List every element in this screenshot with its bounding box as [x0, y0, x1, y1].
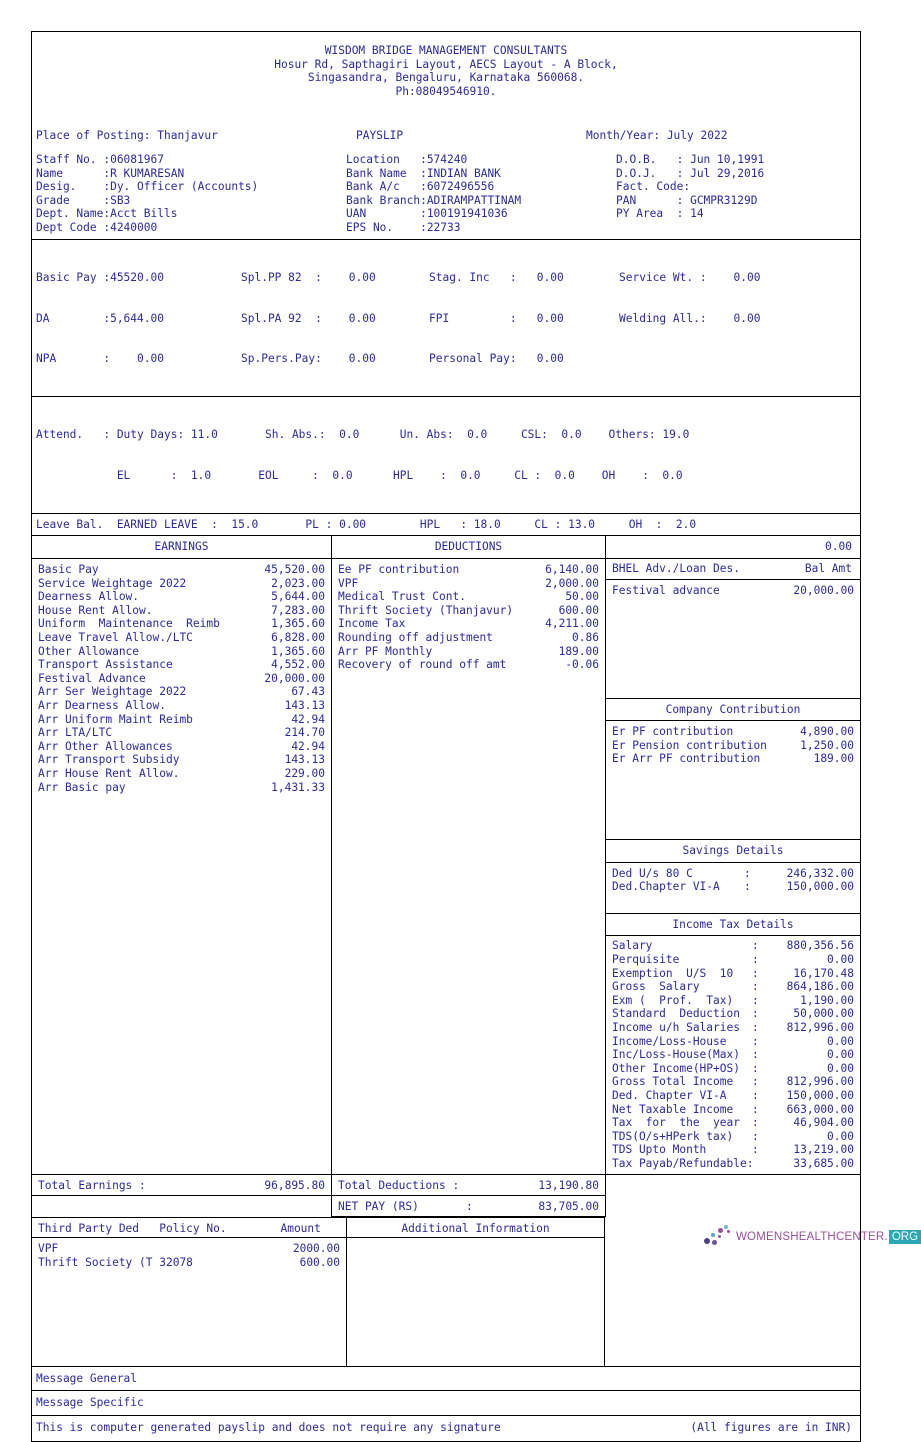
earnings-item [32, 631, 331, 645]
savings-item-label: Ded.Chapter VI-A [612, 880, 720, 894]
document-title: PAYSLIP [356, 129, 404, 143]
employee-info-column-2 [346, 153, 616, 235]
bank-account: Bank A/c :6072496556 [346, 180, 495, 194]
employee-info-column-3 [616, 153, 860, 235]
savings-details-list [606, 863, 860, 913]
deduction-item-label: Recovery of round off amt [338, 658, 507, 672]
dots-icon [702, 1224, 736, 1250]
deduction-item-amount: 6,140.00 [545, 563, 599, 576]
deduction-item [332, 590, 605, 604]
tax-item-label: Inc/Loss-House(Max) [612, 1048, 740, 1062]
advances-header-amount: Bal Amt [804, 562, 852, 575]
tax-item [612, 1157, 854, 1171]
basic-pay-line: Basic Pay :45520.00 [36, 270, 164, 284]
savings-item-label: Ded U/s 80 C [612, 866, 693, 880]
income-tax-details-section [606, 914, 860, 1175]
earnings-item-label: Arr Basic pay [38, 780, 126, 794]
third-party-item-label: VPF [38, 1242, 59, 1256]
advances-header [606, 559, 860, 580]
tax-item [612, 939, 854, 953]
third-party-item-amount: 600.00 [299, 1256, 340, 1270]
earnings-item [32, 577, 331, 591]
deduction-item-label: VPF [338, 576, 359, 590]
tax-item-value: 0.00 [827, 1061, 854, 1075]
company-contribution-item-amount: 4,890.00 [800, 725, 854, 739]
deduction-item [332, 658, 605, 672]
savings-item-value: 246,332.00 [786, 866, 854, 880]
company-name: WISDOM BRIDGE MANAGEMENT CONSULTANTS [324, 44, 568, 57]
tax-item [612, 1075, 854, 1089]
earnings-item-amount: 1,365.60 [271, 617, 325, 631]
deduction-item-label: Arr PF Monthly [338, 644, 433, 658]
company-contribution-section [606, 699, 860, 841]
deduction-item [332, 577, 605, 591]
savings-item-separator: : [744, 866, 751, 880]
tax-item-label: TDS(O/s+HPerk tax) [612, 1129, 734, 1143]
third-party-item-label: Thrift Society (T 32078 [38, 1256, 193, 1270]
earnings-item-label: Basic Pay [38, 563, 99, 576]
deduction-item-amount: 189.00 [558, 644, 599, 658]
earnings-item [32, 685, 331, 699]
total-earnings-cell [32, 1175, 331, 1196]
company-contribution-item [612, 752, 854, 766]
tax-item-label: TDS Upto Month [612, 1143, 707, 1157]
deduction-item [332, 563, 605, 577]
tax-item-value: 0.00 [827, 952, 854, 966]
earnings-item-amount: 229.00 [284, 766, 325, 780]
deductions-column [332, 536, 606, 1174]
savings-item [612, 880, 854, 894]
earnings-item-amount: 5,644.00 [271, 590, 325, 604]
tax-item-separator: : [752, 1129, 759, 1143]
advance-top-value: 0.00 [825, 540, 852, 554]
company-header [32, 32, 860, 149]
employee-info-band [32, 149, 860, 240]
attendance-line-2: EL : 1.0 EOL : 0.0 HPL : 0.0 CL : 0.0 OH : 0.0 [36, 469, 683, 483]
employee-name: Name :R KUMARESAN [36, 166, 185, 180]
earnings-item-label: Arr Uniform Maint Reimb [38, 712, 193, 726]
company-contribution-title: Company Contribution [606, 699, 860, 722]
net-pay-amount: 83,705.00 [538, 1200, 599, 1214]
tax-item-separator: : [752, 1034, 759, 1048]
pay-column-2 [241, 244, 429, 394]
pay-column-1 [36, 244, 241, 394]
advances-header-label: BHEL Adv./Loan Des. [612, 562, 740, 575]
tax-item-label: Standard Deduction [612, 1007, 740, 1021]
tax-item-label: Other Income(HP+OS) [612, 1061, 740, 1075]
earnings-item [32, 740, 331, 754]
spl-pa-92-line: Spl.PA 92 : 0.00 [241, 311, 376, 325]
tax-item [612, 994, 854, 1008]
earnings-item-label: Transport Assistance [38, 658, 173, 672]
earnings-item [32, 604, 331, 618]
earnings-item-amount: 1,365.60 [271, 644, 325, 658]
bank-name: Bank Name :INDIAN BANK [346, 166, 501, 180]
attendance-line-1: Attend. : Duty Days: 11.0 Sh. Abs.: 0.0 Un. Abs: 0.0 CSL: 0.0 Others: 19.0 [36, 428, 690, 442]
tax-item-separator: : [752, 1061, 759, 1075]
earnings-item [32, 699, 331, 713]
tax-item-label: Ded. Chapter VI-A [612, 1088, 727, 1102]
tax-item-value: 150,000.00 [786, 1088, 854, 1102]
total-deductions-cell-group [332, 1175, 606, 1217]
savings-item-value: 150,000.00 [786, 880, 854, 894]
tax-item [612, 953, 854, 967]
advance-top-value-section [606, 536, 860, 559]
earnings-item-amount: 42.94 [291, 712, 325, 726]
tax-item-value: 812,996.00 [786, 1020, 854, 1034]
tax-item [612, 1062, 854, 1076]
company-contribution-list [606, 721, 860, 839]
main-columns [32, 536, 860, 1175]
deduction-item-label: Rounding off adjustment [338, 630, 493, 644]
company-contribution-item-label: Er Pension contribution [612, 738, 767, 752]
deduction-item-label: Income Tax [338, 617, 406, 631]
deduction-item-amount: -0.06 [565, 658, 599, 672]
savings-item [612, 867, 854, 881]
leave-balance-band [32, 514, 860, 537]
earnings-item [32, 767, 331, 781]
eps-no: EPS No. :22733 [346, 220, 461, 234]
third-party-header: Third Party Ded Policy No. Amount [32, 1217, 346, 1238]
py-area: PY Area : 14 [616, 207, 704, 221]
tax-item-value: 812,996.00 [786, 1075, 854, 1089]
factory-code: Fact. Code: [616, 180, 691, 194]
deduction-item [332, 631, 605, 645]
deductions-title: DEDUCTIONS [332, 536, 605, 559]
income-tax-details-list [606, 936, 860, 1174]
earnings-item [32, 713, 331, 727]
advance-item-amount: 20,000.00 [793, 583, 854, 597]
earnings-item-amount: 20,000.00 [264, 671, 325, 685]
additional-information-header: Additional Information [347, 1217, 605, 1238]
savings-details-title: Savings Details [606, 840, 860, 863]
tax-item-value: 50,000.00 [793, 1007, 854, 1021]
totals-row [32, 1175, 860, 1217]
earnings-item-label: Other Allowance [38, 644, 140, 658]
tax-item-value: 33,685.00 [793, 1156, 854, 1170]
tax-item-value: 880,356.56 [786, 939, 854, 953]
tax-item [612, 1143, 854, 1157]
company-contribution-item [612, 739, 854, 753]
tax-item-value: 0.00 [827, 1129, 854, 1143]
month-year: Month/Year: July 2022 [586, 129, 728, 143]
net-pay-cell [332, 1196, 605, 1217]
tax-item [612, 1007, 854, 1021]
tax-item-label: Perquisite [612, 952, 680, 966]
additional-information-body [347, 1238, 605, 1366]
earnings-item-label: House Rent Allow. [38, 603, 153, 617]
uan: UAN :100191941036 [346, 207, 508, 221]
tax-item-separator: : [752, 1088, 759, 1102]
deduction-item [332, 604, 605, 618]
department-name: Dept. Name:Acct Bills [36, 207, 178, 221]
earnings-item-amount: 45,520.00 [264, 563, 325, 576]
employee-info-column-1 [36, 153, 346, 235]
tax-item-value: 0.00 [827, 1034, 854, 1048]
earnings-item-amount: 7,283.00 [271, 603, 325, 617]
earnings-item [32, 672, 331, 686]
earnings-item-amount: 6,828.00 [271, 630, 325, 644]
tax-item-value: 864,186.00 [786, 980, 854, 994]
earnings-item [32, 563, 331, 577]
tax-item-label: Salary [612, 939, 653, 953]
earnings-item-amount: 1,431.33 [271, 780, 325, 794]
message-general: Message General [32, 1366, 860, 1391]
service-weight-line: Service Wt. : 0.00 [619, 270, 761, 284]
deduction-item-label: Thrift Society (Thanjavur) [338, 603, 514, 617]
advance-item [612, 584, 854, 598]
earnings-item-label: Arr Transport Subsidy [38, 753, 180, 767]
company-address-line-2: Singasandra, Bengaluru, Karnataka 560068. [307, 71, 585, 85]
earnings-item-label: Festival Advance [38, 671, 146, 685]
tax-item [612, 1116, 854, 1130]
company-contribution-item-amount: 189.00 [813, 752, 854, 766]
spl-pp-82-line: Spl.PP 82 : 0.00 [241, 270, 376, 284]
tax-item-label: Gross Total Income [612, 1075, 734, 1089]
company-phone: Ph:08049546910. [395, 84, 497, 98]
pan: PAN : GCMPR3129D [616, 193, 758, 207]
deduction-item-amount: 50.00 [565, 590, 599, 604]
location: Location :574240 [346, 152, 468, 166]
tax-item-value: 0.00 [827, 1048, 854, 1062]
tax-item-label: Net Taxable Income [612, 1102, 734, 1116]
earnings-item-amount: 2,023.00 [271, 576, 325, 590]
deduction-item-amount: 2,000.00 [545, 576, 599, 590]
earnings-item-label: Arr Other Allowances [38, 739, 173, 753]
welding-allowance-line: Welding All.: 0.00 [619, 311, 761, 325]
total-earnings-blank-cell [32, 1196, 331, 1217]
sp-pers-pay-line: Sp.Pers.Pay: 0.00 [241, 352, 376, 366]
site-watermark-logo [702, 1222, 921, 1252]
earnings-item-amount: 214.70 [284, 726, 325, 740]
earnings-list [32, 559, 331, 1027]
savings-item-separator: : [744, 880, 751, 894]
earnings-item-amount: 67.43 [291, 685, 325, 699]
deduction-item-label: Ee PF contribution [338, 563, 460, 576]
date-of-joining: D.O.J. : Jul 29,2016 [616, 166, 765, 180]
tax-item-label: Tax Payab/Refundable: [612, 1156, 754, 1170]
date-of-birth: D.O.B. : Jun 10,1991 [616, 152, 765, 166]
third-party-item [38, 1242, 340, 1256]
da-line: DA :5,644.00 [36, 311, 164, 325]
tax-item-separator: : [752, 939, 759, 953]
tax-item-separator: : [752, 1102, 759, 1116]
earnings-item-label: Uniform Maintenance Reimb [38, 617, 220, 631]
company-contribution-item-amount: 1,250.00 [800, 738, 854, 752]
total-earnings-amount: 96,895.80 [264, 1179, 325, 1193]
earnings-item-label: Arr House Rent Allow. [38, 766, 180, 780]
tax-item-value: 46,904.00 [793, 1116, 854, 1130]
bank-branch: Bank Branch:ADIRAMPATTINAM [346, 193, 522, 207]
deductions-list [332, 559, 605, 1027]
department-code: Dept Code :4240000 [36, 220, 158, 234]
earnings-item-label: Dearness Allow. [38, 590, 140, 604]
deduction-item-amount: 600.00 [558, 603, 599, 617]
tax-item [612, 967, 854, 981]
tax-item-label: Income/Loss-House [612, 1034, 727, 1048]
advances-section [606, 559, 860, 699]
fpi-line: FPI : 0.00 [429, 311, 564, 325]
earnings-item-label: Service Weightage 2022 [38, 576, 187, 590]
advance-item-label: Festival advance [612, 583, 720, 597]
tax-item-separator: : [752, 966, 759, 980]
tax-item-value: 13,219.00 [793, 1143, 854, 1157]
total-earnings-label: Total Earnings : [38, 1179, 146, 1193]
footer-note [32, 1416, 860, 1441]
designation: Desig. :Dy. Officer (Accounts) [36, 180, 259, 194]
total-deductions-cell [332, 1175, 605, 1196]
tax-item-separator: : [752, 1007, 759, 1021]
pay-components-band [32, 240, 860, 398]
tax-item-separator: : [752, 980, 759, 994]
earnings-item-label: Arr Dearness Allow. [38, 698, 166, 712]
earnings-title: EARNINGS [32, 536, 331, 559]
earnings-item-label: Arr Ser Weightage 2022 [38, 685, 187, 699]
earnings-item [32, 781, 331, 795]
income-tax-details-title: Income Tax Details [606, 914, 860, 937]
tax-item-separator: : [752, 1075, 759, 1089]
tax-item-label: Income u/h Salaries [612, 1020, 740, 1034]
deduction-item [332, 617, 605, 631]
right-column [606, 536, 860, 1174]
third-party-item-amount: 2000.00 [292, 1242, 340, 1256]
stagnation-increment-line: Stag. Inc : 0.00 [429, 270, 564, 284]
tax-item [612, 1089, 854, 1103]
earnings-item-amount: 143.13 [284, 698, 325, 712]
earnings-item-label: Arr LTA/LTC [38, 726, 113, 740]
pay-column-3 [429, 244, 619, 394]
advances-list [606, 580, 860, 698]
tax-item-separator: : [752, 952, 759, 966]
third-party-item [38, 1256, 340, 1270]
watermark-wordmark: WOMENSHEALTHCENTER. [736, 1231, 888, 1243]
grade: Grade :SB3 [36, 193, 131, 207]
tax-item-label: Exemption U/S 10 [612, 966, 734, 980]
earnings-item-amount: 4,552.00 [271, 658, 325, 672]
deduction-item [332, 645, 605, 659]
attendance-band [32, 397, 860, 514]
tax-item [612, 1048, 854, 1062]
tax-item-separator: : [752, 1020, 759, 1034]
staff-no: Staff No. :06081967 [36, 152, 164, 166]
company-address-line-1: Hosur Rd, Sapthagiri Layout, AECS Layout - A Block, [274, 57, 618, 71]
npa-line: NPA : 0.00 [36, 352, 164, 366]
earnings-item-amount: 42.94 [291, 739, 325, 753]
personal-pay-line: Personal Pay: 0.00 [429, 352, 564, 366]
tax-item-label: Gross Salary [612, 980, 700, 994]
tax-item [612, 1035, 854, 1049]
totals-right-filler [606, 1175, 860, 1217]
leave-balance-line: Leave Bal. EARNED LEAVE : 15.0 PL : 0.00 HPL : 18.0 CL : 13.0 OH : 2.0 [36, 517, 697, 531]
net-pay-label: NET PAY (RS) : [338, 1200, 473, 1214]
third-party-list [32, 1238, 346, 1366]
tax-item [612, 1130, 854, 1144]
tax-item-separator: : [752, 1048, 759, 1062]
company-contribution-item-label: Er PF contribution [612, 725, 734, 739]
third-party-left [32, 1217, 347, 1366]
tax-item-separator: : [752, 993, 759, 1007]
earnings-item-amount: 143.13 [284, 753, 325, 767]
earnings-item [32, 658, 331, 672]
earnings-item-label: Leave Travel Allow./LTC [38, 630, 193, 644]
tax-item [612, 1103, 854, 1117]
deduction-item-label: Medical Trust Cont. [338, 590, 466, 604]
message-specific: Message Specific [32, 1391, 860, 1416]
total-earnings-cell-group [32, 1175, 332, 1217]
watermark-org-badge: ORG [889, 1230, 921, 1244]
place-of-posting: Place of Posting: Thanjavur [36, 129, 218, 143]
company-block [32, 32, 860, 100]
tax-item-value: 1,190.00 [800, 993, 854, 1007]
total-deductions-label: Total Deductions : [338, 1179, 460, 1193]
deduction-item-amount: 4,211.00 [545, 617, 599, 631]
deduction-item-amount: 0.86 [572, 630, 599, 644]
total-deductions-amount: 13,190.80 [538, 1179, 599, 1193]
savings-details-section [606, 840, 860, 914]
tax-item-separator: : [752, 1116, 759, 1130]
header-spacer [32, 100, 860, 126]
tax-item-label: Tax for the year [612, 1116, 740, 1130]
earnings-item [32, 617, 331, 631]
posting-row [32, 126, 860, 149]
company-contribution-item [612, 725, 854, 739]
earnings-item [32, 726, 331, 740]
tax-item-separator: : [752, 1143, 759, 1157]
tax-item-value: 16,170.48 [793, 966, 854, 980]
tax-item-value: 663,000.00 [786, 1102, 854, 1116]
tax-item-label: Exm ( Prof. Tax) [612, 993, 734, 1007]
earnings-item [32, 753, 331, 767]
footer-note-left: This is computer generated payslip and does not require any signature [36, 1421, 501, 1435]
pay-column-4 [619, 244, 860, 394]
tax-item [612, 1021, 854, 1035]
earnings-column [32, 536, 332, 1174]
footer-note-right: (All figures are in INR) [690, 1421, 852, 1435]
tax-item [612, 980, 854, 994]
earnings-item [32, 645, 331, 659]
earnings-item [32, 590, 331, 604]
company-contribution-item-label: Er Arr PF contribution [612, 752, 761, 766]
